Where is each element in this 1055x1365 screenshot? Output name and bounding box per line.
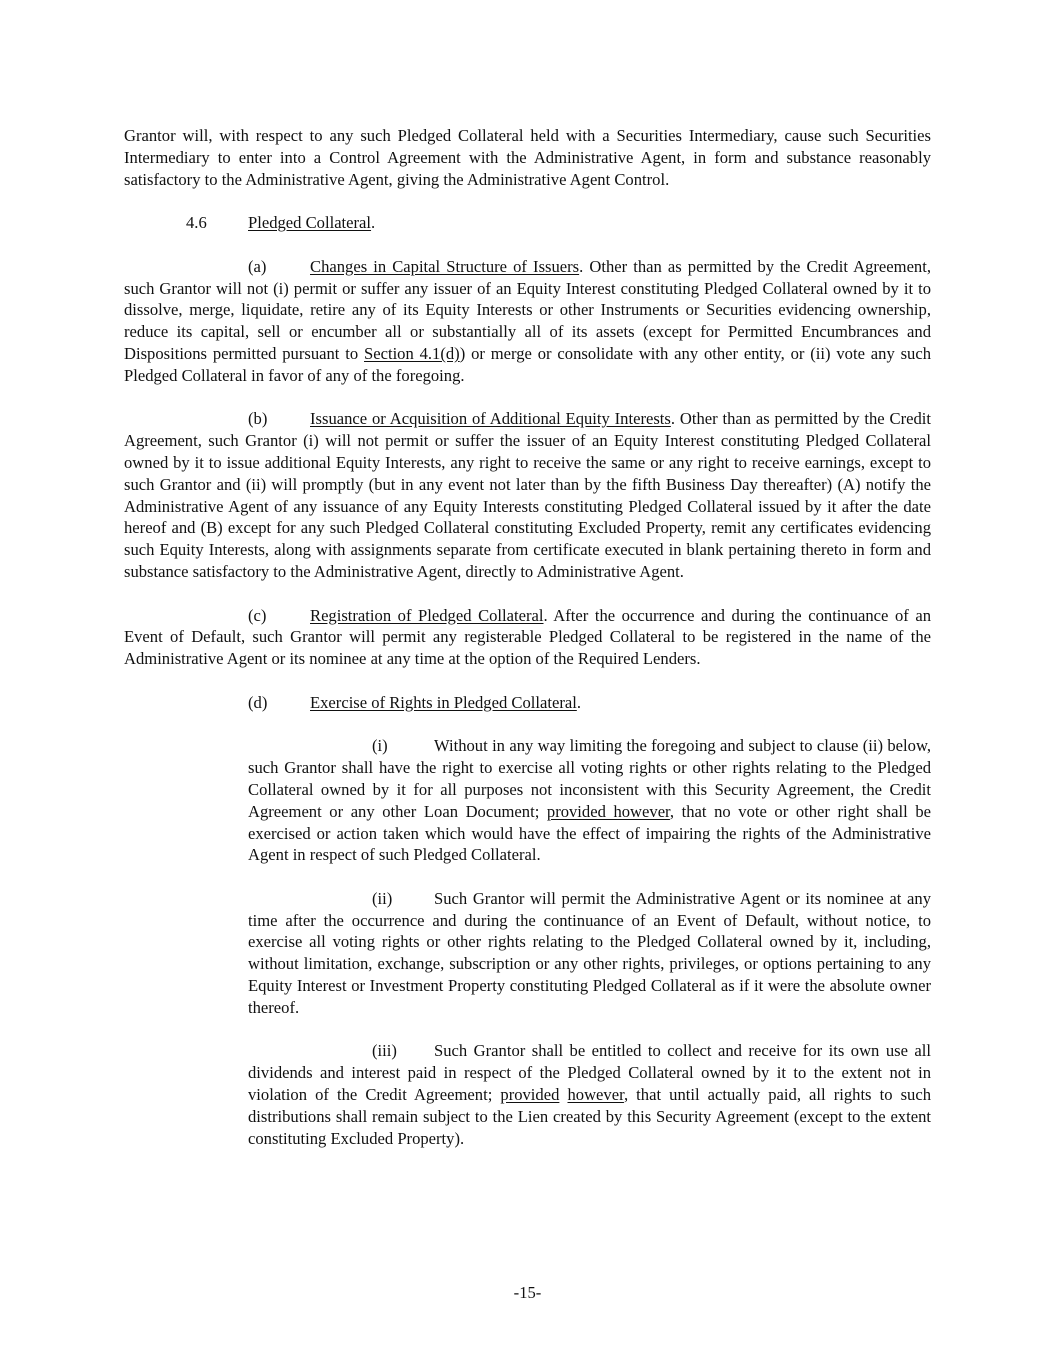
- paragraph-d-label: (d): [248, 692, 268, 712]
- section-heading: [124, 212, 931, 234]
- paragraph-b-label: (b): [248, 409, 268, 429]
- subparagraph-i-label: (i): [372, 736, 388, 756]
- paragraph-b-heading: Issuance or Acquisition of Additional Equity Interests: [310, 409, 671, 429]
- subparagraph-i-text-2: , that no vote or other right shall be exercised or action taken which would have the effect of impairing the rights of the Administrative Agent in respect of such Pledged Collateral.: [248, 801, 931, 865]
- subparagraph-ii-label: (ii): [372, 888, 393, 908]
- paragraph-b: [124, 408, 931, 582]
- section-title: Pledged Collateral: [248, 213, 372, 233]
- subparagraph-iii-text-2: , that until actually paid, all rights to such distributions shall remain subject to the Lien created by this Security Agreement (except to the extent constituting Excluded Property).: [248, 1085, 932, 1148]
- proviso-term-however: however: [567, 1085, 624, 1105]
- paragraph-d-heading: Exercise of Rights in Pledged Collateral: [310, 692, 577, 712]
- subparagraph-i: [248, 735, 931, 866]
- intro-paragraph: Grantor will, with respect to any such Pledged Collateral held with a Securities Intermediary, cause such Securities Intermediary to enter into a Control Agreement with the Administrative Agent, in form and substance reasonably satisfactory to the Administrative Agent, giving the Administrative Agent Control.: [124, 126, 931, 189]
- paragraph-a-label: (a): [248, 256, 267, 276]
- page-number: -15-: [513, 1283, 542, 1302]
- subparagraph-iii-text-1: Such Grantor shall be entitled to collect and receive for its own use all dividends and interest paid in respect of the Pledged Collateral owned by it to the extent not in violation of the Credit Agreement;: [248, 1041, 931, 1105]
- section-reference: Section 4.1(d): [364, 343, 460, 363]
- proviso-term-provided: provided: [500, 1085, 560, 1105]
- proviso-term: provided however: [546, 801, 670, 821]
- subparagraph-iii-label: (iii): [372, 1041, 397, 1061]
- subparagraph-i-text-1: Without in any way limiting the foregoing and subject to clause (ii) below, such Grantor shall have the right to exercise all voting rights or other rights relating to the Pledged Collateral owned by it for all purposes not inconsistent with this Security Agreement, the Credit Agreement or any other Loan Document;: [248, 736, 931, 821]
- subparagraph-ii-text: Such Grantor will permit the Administrative Agent or its nominee at any time after the occurrence and during the continuance of an Event of Default, without notice, to exercise all voting rights or other rights relating to the Pledged Collateral owned by it, including, without limitation, exchange, subscription or any other rights, privileges, or options pertaining to any Equity Interest or Investment Property constituting Pledged Collateral as if it were the absolute owner thereof.: [248, 888, 931, 1017]
- paragraph-c: [124, 605, 931, 670]
- paragraph-c-label: (c): [248, 605, 267, 625]
- paragraph-a-text-1: . Other than as permitted by the Credit Agreement, such Grantor will not (i) permit or suffer any issuer of an Equity Interest constituting Pledged Collateral owned by it to dissolve, merge, liquidate, retire any of its Equity Interests or other Instruments or Securities evidencing ownership, reduce its capital, sell or encumber all or substantially all of its assets (except for Permitted Encumbrances and Dispositions permitted pursuant to: [124, 256, 931, 363]
- paragraph-d-heading-suffix: .: [576, 692, 581, 712]
- paragraph-a-text-2: ) or merge or consolidate with any other entity, or (ii) vote any such Pledged Collateral in favor of any of the foregoing.: [124, 343, 931, 385]
- paragraph-b-text: . Other than as permitted by the Credit Agreement, such Grantor (i) will not permit or suffer the issuer of an Equity Interest constituting Pledged Collateral owned by it to issue additional Equity Interests, any right to receive the same or any right to receive earnings, except to such Grantor and (ii) will promptly (but in any event not later than by the fifth Business Day thereafter) (A) notify the Administrative Agent of any issuance of any Equity Interests constituting Pledged Collateral issued by it after the date hereof and (B) except for any such Pledged Collateral constituting Excluded Property, remit any certificates evidencing such Equity Interests, along with assignments separate from certificate executed in blank pertaining thereto in form and substance satisfactory to the Administrative Agent, directly to Administrative Agent.: [124, 409, 931, 581]
- section-title-suffix: .: [371, 213, 376, 233]
- paragraph-a-heading: Changes in Capital Structure of Issuers: [310, 256, 580, 276]
- paragraph-c-text: . After the occurrence and during the continuance of an Event of Default, such Grantor will permit any registerable Pledged Collateral to be registered in the name of the Administrative Agent or its nominee at any time at the option of the Required Lenders.: [124, 605, 931, 669]
- paragraph-a: [124, 256, 931, 387]
- document-page: [124, 125, 931, 1171]
- subparagraph-iii: [248, 1040, 931, 1149]
- paragraph-c-heading: Registration of Pledged Collateral: [310, 605, 544, 625]
- paragraph-d: [124, 692, 931, 714]
- section-number: 4.6: [186, 213, 207, 233]
- subparagraph-ii: [248, 888, 931, 1019]
